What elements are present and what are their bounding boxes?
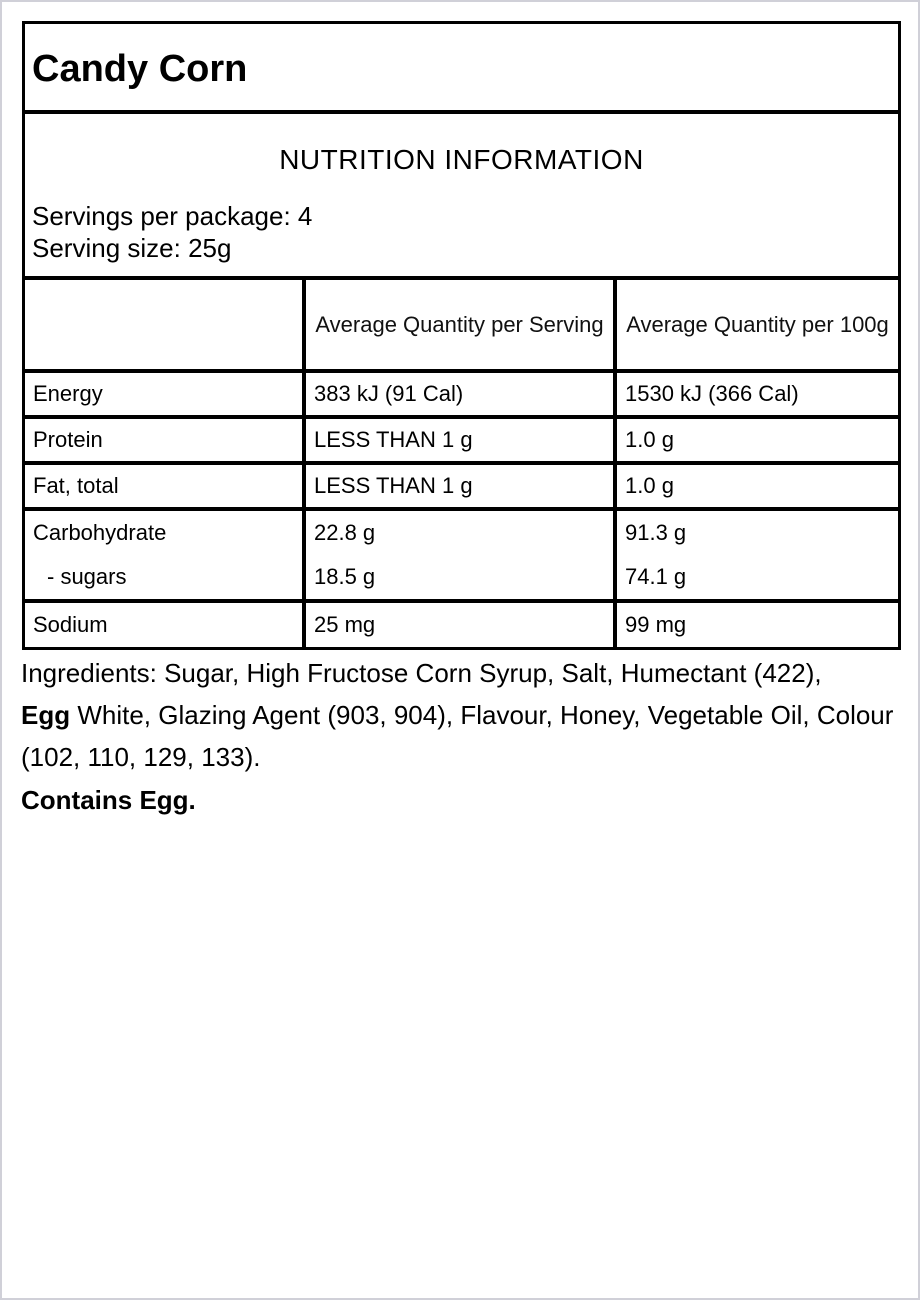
table-row [25,417,898,463]
per-100g-value: 1530 kJ (366 Cal) [615,371,898,417]
table-header-row [25,280,898,371]
per-serving-value: 22.8 g [314,520,376,545]
nutrient-name: Sodium [25,601,304,647]
per-100g-value: 91.3 g [625,520,687,545]
nutrition-heading: NUTRITION INFORMATION [279,144,644,175]
per-100g-cell [615,509,898,601]
serving-size: Serving size: 25g [32,233,232,263]
allergen-egg: Egg [21,700,71,730]
sub-per-100g-value: 74.1 g [625,564,687,589]
per-100g-value: 99 mg [625,612,687,637]
header-nutrient-blank [25,280,304,371]
per-100g-value: 1.0 g [615,417,898,463]
nutrient-name-cell [25,509,304,601]
per-serving-value: 383 kJ (91 Cal) [304,371,615,417]
sub-nutrient-line [33,555,294,599]
title-box [25,24,898,114]
servings-per-package: Servings per package: 4 [32,201,313,231]
per-100g-value: 1.0 g [615,463,898,509]
ingredients-text [21,652,901,778]
table-row [25,601,898,647]
nutrient-name: Protein [25,417,304,463]
allergen-statement: Contains Egg. [21,785,196,815]
table-row [25,509,898,601]
nutrition-table [25,280,898,647]
per-serving-cell [304,509,615,601]
per-serving-value: LESS THAN 1 g [304,417,615,463]
header-per-serving: Average Quantity per Serving [304,280,615,371]
ingredients-suffix: White, Glazing Agent (903, 904), Flavour, Honey, Vegetable Oil, Colour (102, 110, 129, 133). [21,700,894,772]
per-serving-value: 25 mg [304,601,615,647]
nutrient-name: Fat, total [25,463,304,509]
nutrition-info-box [25,114,898,280]
table-row [25,463,898,509]
per-serving-value: LESS THAN 1 g [304,463,615,509]
header-per-100g: Average Quantity per 100g [615,280,898,371]
nutrient-name: Carbohydrate [33,520,167,545]
nutrition-panel [22,21,901,650]
product-title: Candy Corn [32,48,248,90]
ingredients-prefix: Ingredients: Sugar, High Fructose Corn Syrup, Salt, Humectant (422), [21,658,822,688]
sub-per-serving-value: 18.5 g [314,564,376,589]
table-row [25,371,898,417]
sub-nutrient-name: - sugars [47,564,127,589]
nutrient-name: Energy [25,371,304,417]
